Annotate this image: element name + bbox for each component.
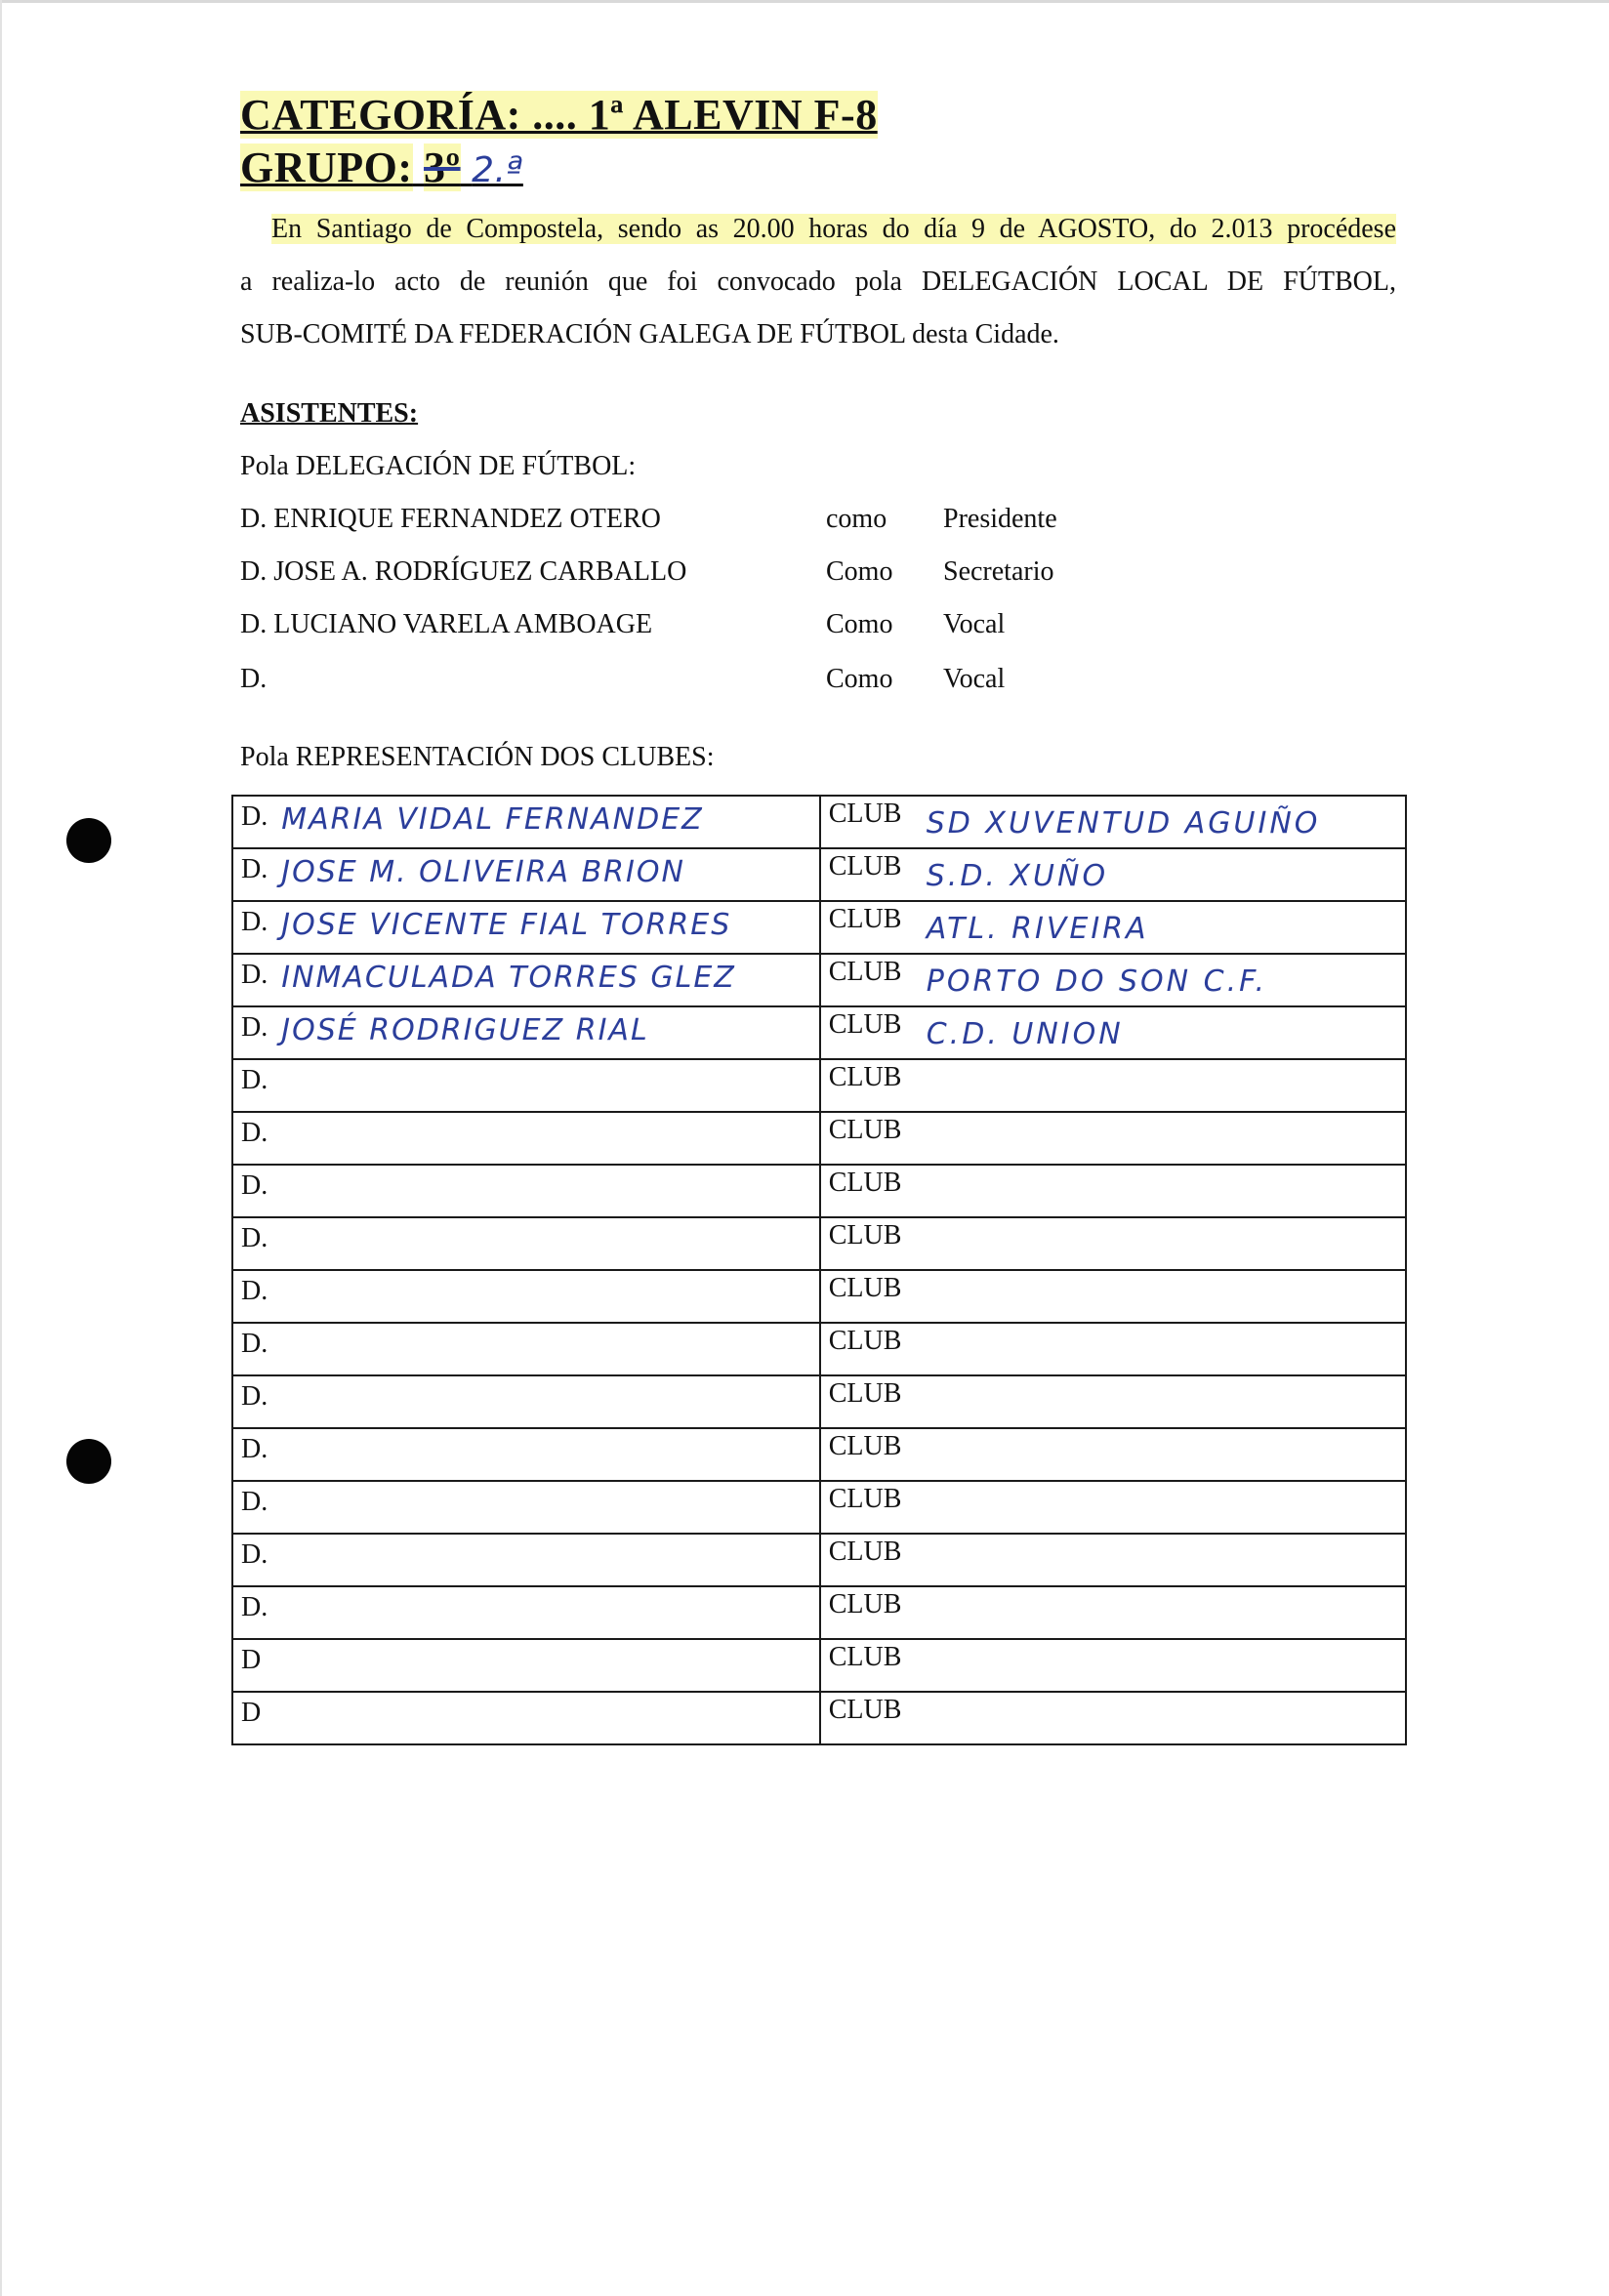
- representative-prefix: D.: [241, 1381, 268, 1412]
- club-row: [232, 1586, 1406, 1639]
- representative-name: INMACULADA TORRES GLEZ: [281, 961, 736, 995]
- club-cell: [820, 1112, 1406, 1165]
- representative-name: MARIA VIDAL FERNANDEZ: [281, 802, 704, 837]
- representative-cell: [232, 1217, 820, 1270]
- representative-name: JOSE VICENTE FIAL TORRES: [281, 908, 732, 942]
- representative-prefix: D.: [241, 1434, 268, 1464]
- attendees-heading: ASISTENTES:: [240, 398, 419, 429]
- delegation-como: Como: [826, 609, 893, 639]
- representative-prefix: D.: [241, 1012, 268, 1043]
- representative-prefix: D.: [241, 1170, 268, 1201]
- club-row: [232, 1112, 1406, 1165]
- club-cell: [820, 901, 1406, 954]
- delegation-como: Como: [826, 556, 893, 587]
- representative-prefix: D.: [241, 1118, 268, 1148]
- representative-prefix: D.: [241, 1539, 268, 1570]
- club-cell: [820, 1165, 1406, 1217]
- punch-hole: [66, 818, 111, 863]
- representative-cell: [232, 796, 820, 848]
- representative-prefix: D.: [241, 1592, 268, 1622]
- club-label: CLUB: [828, 799, 902, 829]
- intro-paragraph: [240, 203, 1396, 361]
- club-cell: [820, 1481, 1406, 1534]
- representative-cell: [232, 1059, 820, 1112]
- club-row: [232, 1217, 1406, 1270]
- delegation-name: D. ENRIQUE FERNANDEZ OTERO: [240, 504, 661, 534]
- representative-prefix: D.: [241, 1329, 268, 1359]
- delegation-como: como: [826, 504, 887, 534]
- page-edge: [0, 0, 1609, 3]
- club-label: CLUB: [828, 1009, 902, 1040]
- club-row: [232, 1481, 1406, 1534]
- delegation-row: [240, 556, 1119, 595]
- group-printed: 3º: [424, 144, 461, 191]
- intro-line-1: En Santiago de Compostela, sendo as 20.00 horas do día 9 de AGOSTO, do 2.013 procédese: [271, 214, 1396, 244]
- representative-prefix: D.: [241, 1065, 268, 1095]
- delegation-row: [240, 504, 1119, 543]
- delegation-label: Pola DELEGACIÓN DE FÚTBOL:: [240, 451, 637, 481]
- club-row: [232, 1270, 1406, 1323]
- club-row: [232, 1059, 1406, 1112]
- club-name: C.D. UNION: [926, 1017, 1124, 1051]
- category-label: CATEGORÍA: .... 1ª ALEVIN F-8: [240, 91, 878, 139]
- representative-cell: [232, 901, 820, 954]
- group-handwritten: 2.ª: [472, 150, 523, 190]
- representative-cell: [232, 954, 820, 1006]
- club-label: CLUB: [828, 904, 902, 934]
- club-cell: [820, 1006, 1406, 1059]
- clubs-table-body: [232, 796, 1406, 1744]
- delegation-row: [240, 609, 1119, 648]
- club-label: CLUB: [828, 1220, 902, 1250]
- representative-cell: [232, 1323, 820, 1375]
- club-cell: [820, 954, 1406, 1006]
- club-row: [232, 1428, 1406, 1481]
- club-row: [232, 1534, 1406, 1586]
- club-cell: [820, 1428, 1406, 1481]
- club-cell: [820, 1375, 1406, 1428]
- representative-prefix: D.: [241, 854, 268, 884]
- delegation-como: Como: [826, 664, 893, 694]
- clubs-label: Pola REPRESENTACIÓN DOS CLUBES:: [240, 742, 715, 772]
- club-cell: [820, 1323, 1406, 1375]
- club-cell: [820, 1586, 1406, 1639]
- club-cell: [820, 1534, 1406, 1586]
- club-label: CLUB: [828, 1484, 902, 1514]
- delegation-name: D. JOSE A. RODRÍGUEZ CARBALLO: [240, 556, 687, 587]
- representative-cell: [232, 1428, 820, 1481]
- club-label: CLUB: [828, 1273, 902, 1303]
- club-label: CLUB: [828, 1695, 902, 1725]
- club-name: SD XUVENTUD AGUIÑO: [926, 806, 1321, 840]
- category-heading: [240, 90, 878, 140]
- club-label: CLUB: [828, 957, 902, 987]
- club-label: CLUB: [828, 1537, 902, 1567]
- delegation-role: Presidente: [943, 504, 1057, 534]
- intro-line-3: SUB-COMITÉ DA FEDERACIÓN GALEGA DE FÚTBOL desta Cidade.: [240, 319, 1059, 349]
- representative-cell: [232, 1481, 820, 1534]
- representative-cell: [232, 1534, 820, 1586]
- club-cell: [820, 1059, 1406, 1112]
- representative-prefix: D.: [241, 1223, 268, 1253]
- representative-cell: [232, 1692, 820, 1744]
- club-label: CLUB: [828, 851, 902, 882]
- club-label: CLUB: [828, 1168, 902, 1198]
- representative-cell: [232, 1375, 820, 1428]
- club-row: [232, 954, 1406, 1006]
- club-name: PORTO DO SON C.F.: [926, 964, 1268, 999]
- club-name: S.D. XUÑO: [926, 859, 1109, 893]
- delegation-name: D. LUCIANO VARELA AMBOAGE: [240, 609, 653, 639]
- club-cell: [820, 1692, 1406, 1744]
- representative-cell: [232, 848, 820, 901]
- group-heading: [240, 143, 523, 192]
- delegation-role: Secretario: [943, 556, 1054, 587]
- club-label: CLUB: [828, 1378, 902, 1409]
- delegation-name: D.: [240, 664, 268, 694]
- club-name: ATL. RIVEIRA: [926, 912, 1149, 946]
- club-cell: [820, 1639, 1406, 1692]
- club-cell: [820, 1217, 1406, 1270]
- club-row: [232, 848, 1406, 901]
- clubs-table: [231, 795, 1407, 1745]
- club-row: [232, 1639, 1406, 1692]
- club-label: CLUB: [828, 1062, 902, 1092]
- club-row: [232, 1323, 1406, 1375]
- club-row: [232, 1375, 1406, 1428]
- representative-name: JOSE M. OLIVEIRA BRION: [281, 855, 685, 889]
- club-row: [232, 1006, 1406, 1059]
- club-label: CLUB: [828, 1642, 902, 1672]
- club-row: [232, 796, 1406, 848]
- representative-cell: [232, 1165, 820, 1217]
- club-cell: [820, 796, 1406, 848]
- representative-name: JOSÉ RODRIGUEZ RIAL: [281, 1013, 649, 1047]
- representative-prefix: D.: [241, 801, 268, 832]
- club-label: CLUB: [828, 1115, 902, 1145]
- representative-prefix: D.: [241, 907, 268, 937]
- representative-prefix: D.: [241, 960, 268, 990]
- representative-cell: [232, 1112, 820, 1165]
- club-cell: [820, 1270, 1406, 1323]
- club-label: CLUB: [828, 1326, 902, 1356]
- club-label: CLUB: [828, 1431, 902, 1461]
- representative-prefix: D.: [241, 1276, 268, 1306]
- club-row: [232, 1692, 1406, 1744]
- club-label: CLUB: [828, 1589, 902, 1620]
- club-row: [232, 901, 1406, 954]
- representative-prefix: D.: [241, 1487, 268, 1517]
- representative-cell: [232, 1586, 820, 1639]
- representative-prefix: D: [241, 1645, 262, 1675]
- club-cell: [820, 848, 1406, 901]
- punch-hole: [66, 1439, 111, 1484]
- representative-cell: [232, 1639, 820, 1692]
- representative-cell: [232, 1006, 820, 1059]
- group-label: GRUPO:: [240, 144, 413, 191]
- representative-prefix: D: [241, 1698, 262, 1728]
- intro-line-2: a realiza-lo acto de reunión que foi convocado pola DELEGACIÓN LOCAL DE FÚTBOL,: [240, 266, 1396, 297]
- club-row: [232, 1165, 1406, 1217]
- delegation-role: Vocal: [943, 664, 1006, 694]
- page-edge: [0, 0, 2, 2296]
- representative-cell: [232, 1270, 820, 1323]
- delegation-role: Vocal: [943, 609, 1006, 639]
- delegation-row: [240, 664, 1119, 703]
